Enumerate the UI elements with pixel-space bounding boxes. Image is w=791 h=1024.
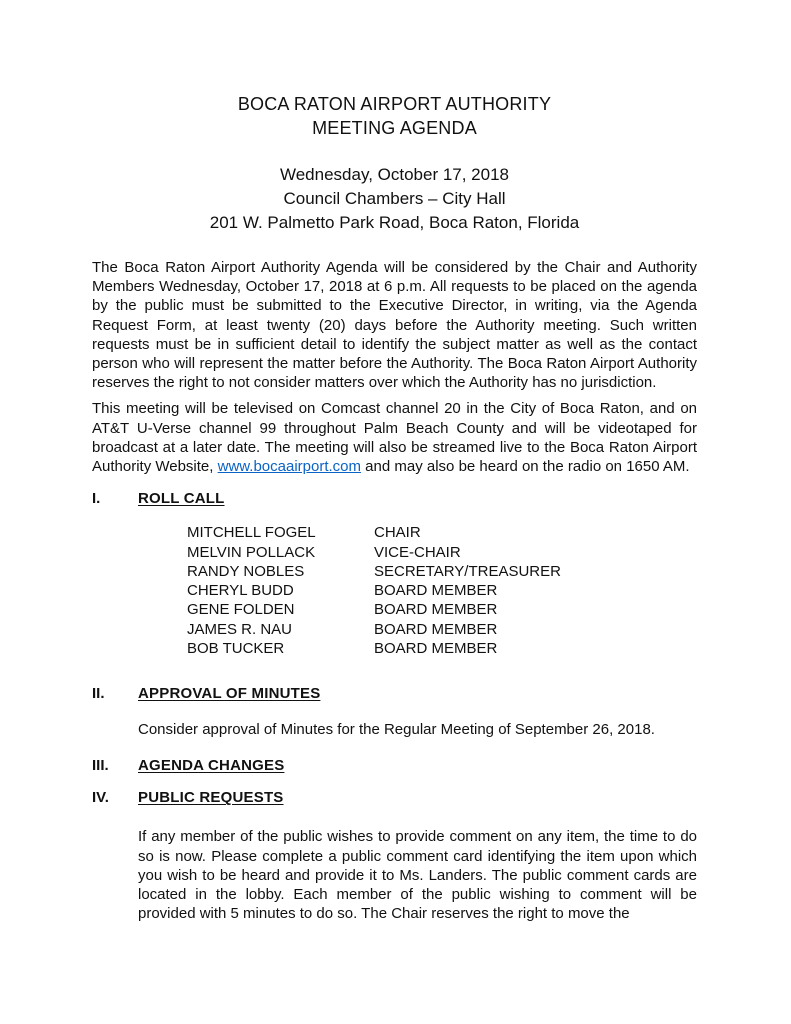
roll-call-row (187, 562, 697, 581)
meeting-venue: Council Chambers – City Hall (283, 189, 506, 208)
roll-call-row (187, 620, 697, 639)
section-heading-roll-call: ROLL CALL (138, 490, 225, 508)
website-link[interactable]: www.bocaairport.com (217, 458, 362, 476)
roll-call-row (187, 581, 697, 600)
section-approval-of-minutes (92, 684, 697, 703)
member-name: GENE FOLDEN (187, 601, 295, 619)
meeting-address: 201 W. Palmetto Park Road, Boca Raton, Florida (209, 213, 580, 232)
section-number-public-requests: IV. (92, 789, 109, 807)
section-heading-agenda-changes: AGENDA CHANGES (138, 757, 285, 775)
intro-paragraph-1: The Boca Raton Airport Authority Agenda will be considered by the Chair and Authority Members Wednesday, October 17, 2018 at 6 p.m. All requests to be placed on the agenda by the public must be submitted to the Executive Director, in writing, via the Agenda Request Form, at least twenty (20) days before the Authority meeting. Such written requests must be in sufficient detail to identify the subject matter as well as the contact person who will represent the matter before the Authority. The Boca Raton Airport Authority reserves the right to not consider matters over which the Authority has no jurisdiction. (92, 259, 697, 392)
roll-call-row (187, 543, 697, 562)
member-title: BOARD MEMBER (374, 582, 498, 600)
member-title: BOARD MEMBER (374, 640, 498, 658)
section-number-roll-call: I. (92, 490, 101, 508)
section-heading-public-requests: PUBLIC REQUESTS (138, 789, 284, 807)
member-name: MITCHELL FOGEL (187, 524, 316, 542)
member-name: MELVIN POLLACK (187, 543, 316, 561)
broadcast-text-before-link: This meeting will be televised on Comcast channel 20 in the City of Boca Raton, and on AT&T U-Verse channel 99 throughout Palm Beach County and will be videotaped for broadcast at a later date. The meeting will also be streamed live to the Boca Raton Airport Authority Website, (92, 400, 697, 476)
roll-call-list (187, 523, 697, 658)
member-title: BOARD MEMBER (374, 620, 498, 638)
member-title: CHAIR (374, 524, 421, 542)
approval-of-minutes-text: Consider approval of Minutes for the Regular Meeting of September 26, 2018. (138, 721, 655, 739)
public-requests-text: If any member of the public wishes to provide comment on any item, the time to do so is now. Please complete a public comment card identifying the item upon which you wish to be heard and provide it to Ms. Landers. The public comment cards are located in the lobby. Each member of the public wishing to comment will be provided with 5 minutes to do so. The Chair reserves the right to move the (138, 828, 697, 923)
member-name: RANDY NOBLES (187, 562, 305, 580)
title-line-2: MEETING AGENDA (312, 118, 477, 138)
meeting-date: Wednesday, October 17, 2018 (279, 165, 510, 184)
member-title: SECRETARY/TREASURER (374, 562, 561, 580)
section-number-approval: II. (92, 685, 105, 703)
title-line-1: BOCA RATON AIRPORT AUTHORITY (237, 94, 552, 114)
member-name: BOB TUCKER (187, 640, 285, 658)
roll-call-row (187, 523, 697, 542)
document-content (92, 0, 697, 923)
section-heading-approval: APPROVAL OF MINUTES (138, 685, 321, 703)
roll-call-row (187, 639, 697, 658)
intro-paragraph-2 (92, 399, 697, 476)
member-title: BOARD MEMBER (374, 601, 498, 619)
section-number-agenda-changes: III. (92, 757, 109, 775)
meeting-date-location (92, 163, 697, 235)
broadcast-text-after-link: and may also be heard on the radio on 1650 AM. (361, 458, 690, 476)
section-roll-call (92, 489, 697, 508)
roll-call-row (187, 600, 697, 619)
section-public-requests (92, 788, 697, 807)
member-name: JAMES R. NAU (187, 620, 293, 638)
document-title (92, 92, 697, 140)
section-agenda-changes (92, 756, 697, 775)
member-title: VICE-CHAIR (374, 543, 461, 561)
member-name: CHERYL BUDD (187, 582, 294, 600)
